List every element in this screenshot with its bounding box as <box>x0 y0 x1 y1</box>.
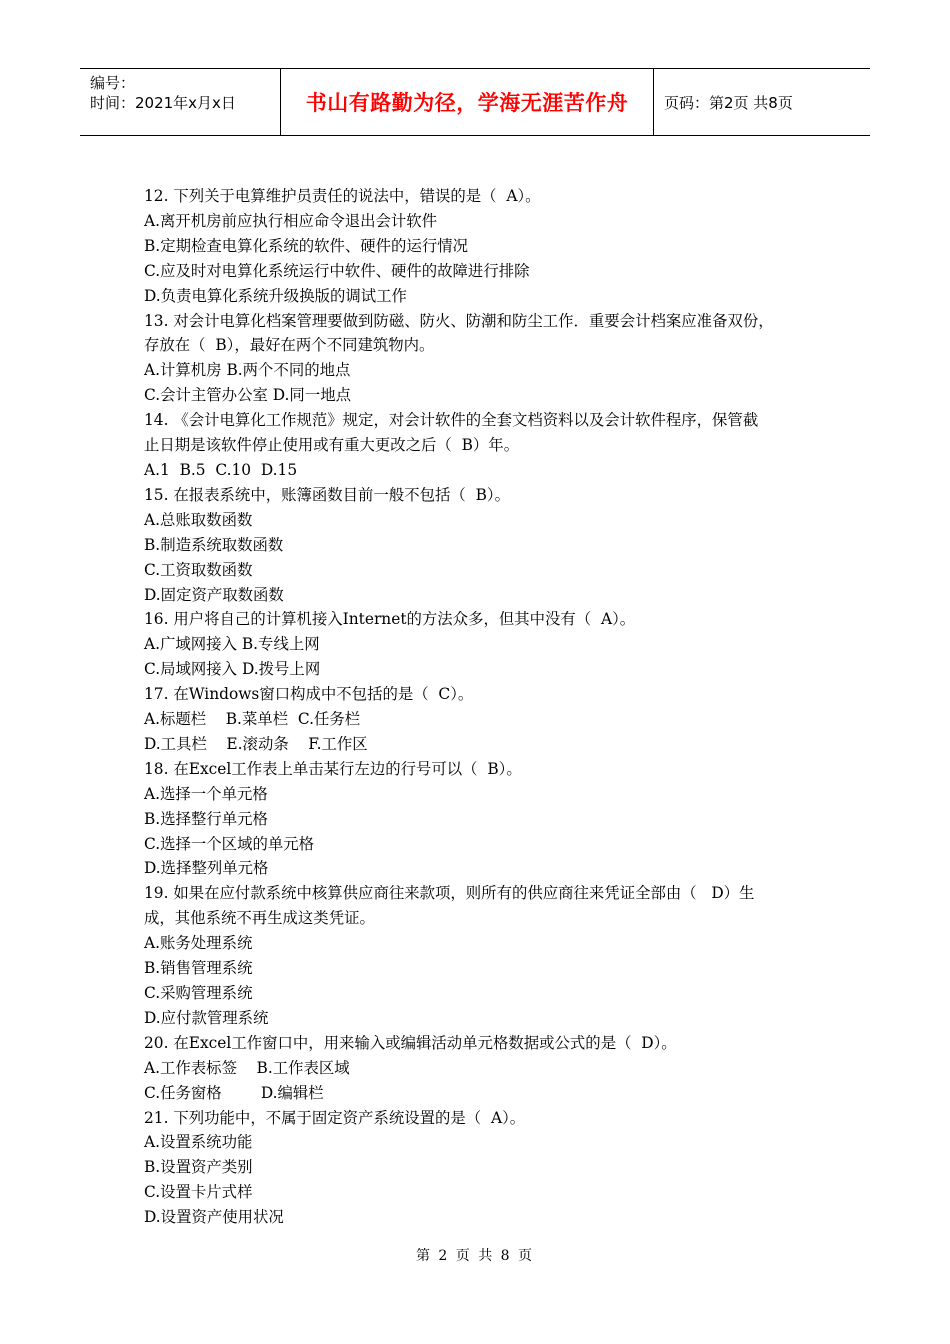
text-line: D.选择整列单元格 <box>144 859 269 878</box>
text-line: C.选择一个区域的单元格 <box>144 834 315 853</box>
text-line: C.工资取数函数 <box>144 560 253 579</box>
text-line: 13. 对会计电算化档案管理要做到防磁、防火、防潮和防尘工作．重要会计档案应准备双份， <box>144 311 774 330</box>
text-line: B.设置资产类别 <box>144 1158 253 1177</box>
text-line: A.总账取数函数 <box>144 510 253 529</box>
text-line: 19. 如果在应付款系统中核算供应商往来款项，则所有的供应商往来凭证全部由（ D）生 <box>144 884 755 903</box>
header-left-cell <box>80 69 281 135</box>
text-line: 存放在（ B），最好在两个不同建筑物内。 <box>144 336 435 355</box>
text-line: 12. 下列关于电算维护员责任的说法中，错误的是（ A）。 <box>144 187 541 205</box>
text-line: C.会计主管办公室 D.同一地点 <box>144 386 351 405</box>
text-line: 21. 下列功能中，不属于固定资产系统设置的是（ A）。 <box>144 1108 526 1127</box>
page-footer: 第 2 页 共 8 页 <box>415 1248 535 1264</box>
page-header <box>80 68 870 136</box>
text-line: 成，其他系统不再生成这类凭证。 <box>144 909 375 928</box>
text-line: C.应及时对电算化系统运行中软件、硬件的故障进行排除 <box>144 261 530 280</box>
text-line: 17. 在Windows窗口构成中不包括的是（ C）。 <box>144 685 474 704</box>
text-line: A.选择一个单元格 <box>144 784 268 803</box>
text-line: C.局域网接入 D.拨号上网 <box>144 660 321 679</box>
header-page-label: 页码：第2页 共8页 <box>664 93 793 112</box>
text-line: C.设置卡片式样 <box>144 1183 253 1202</box>
text-line: 20. 在Excel工作窗口中，用来输入或编辑活动单元格数据或公式的是（ D）。 <box>144 1033 677 1052</box>
doc-time-label: 时间：2021年x月x日 <box>90 94 236 112</box>
text-line: B.定期检查电算化系统的软件、硬件的运行情况 <box>144 236 469 255</box>
text-line: D.工具栏 E.滚动条 F.工作区 <box>144 734 368 753</box>
text-line: 止日期是该软件停止使用或有重大更改之后（ B）年。 <box>144 436 520 455</box>
text-line: A.离开机房前应执行相应命令退出会计软件 <box>144 211 438 230</box>
header-motto-cell <box>281 69 654 135</box>
text-line: A.广域网接入 B.专线上网 <box>144 635 320 654</box>
doc-number-label: 编号： <box>90 74 136 92</box>
text-line: D.固定资产取数函数 <box>144 585 284 604</box>
text-line: D.负责电算化系统升级换版的调试工作 <box>144 286 407 305</box>
text-line: A.设置系统功能 <box>144 1133 253 1152</box>
text-line: B.销售管理系统 <box>144 959 253 978</box>
text-line: D.设置资产使用状况 <box>144 1208 284 1227</box>
text-line: C.采购管理系统 <box>144 984 253 1002</box>
text-line: A.工作表标签 B.工作表区域 <box>144 1058 350 1077</box>
text-line: A.标题栏 B.菜单栏 C.任务栏 <box>144 710 361 729</box>
text-line: A.账务处理系统 <box>144 934 253 953</box>
text-line: A.计算机房 B.两个不同的地点 <box>144 361 351 380</box>
header-page-cell <box>654 69 870 135</box>
text-line: B.选择整行单元格 <box>144 809 268 828</box>
header-motto: 书山有路勤为径，学海无涯苦作舟 <box>305 91 629 115</box>
text-line: C.任务窗格 D.编辑栏 <box>144 1083 324 1102</box>
text-line: 14. 《会计电算化工作规范》规定，对会计软件的全套文档资料以及会计软件程序，保管截 <box>144 411 759 430</box>
question-list <box>144 184 824 1230</box>
text-line: D.应付款管理系统 <box>144 1008 269 1027</box>
text-line: B.制造系统取数函数 <box>144 535 284 554</box>
text-line: A.1 B.5 C.10 D.15 <box>144 460 298 479</box>
text-line: 15. 在报表系统中，账簿函数目前一般不包括（ B）。 <box>144 485 510 504</box>
text-line: 16. 用户将自己的计算机接入Internet的方法众多，但其中没有（ A）。 <box>144 610 636 629</box>
text-line: 18. 在Excel工作表上单击某行左边的行号可以（ B）。 <box>144 759 522 778</box>
